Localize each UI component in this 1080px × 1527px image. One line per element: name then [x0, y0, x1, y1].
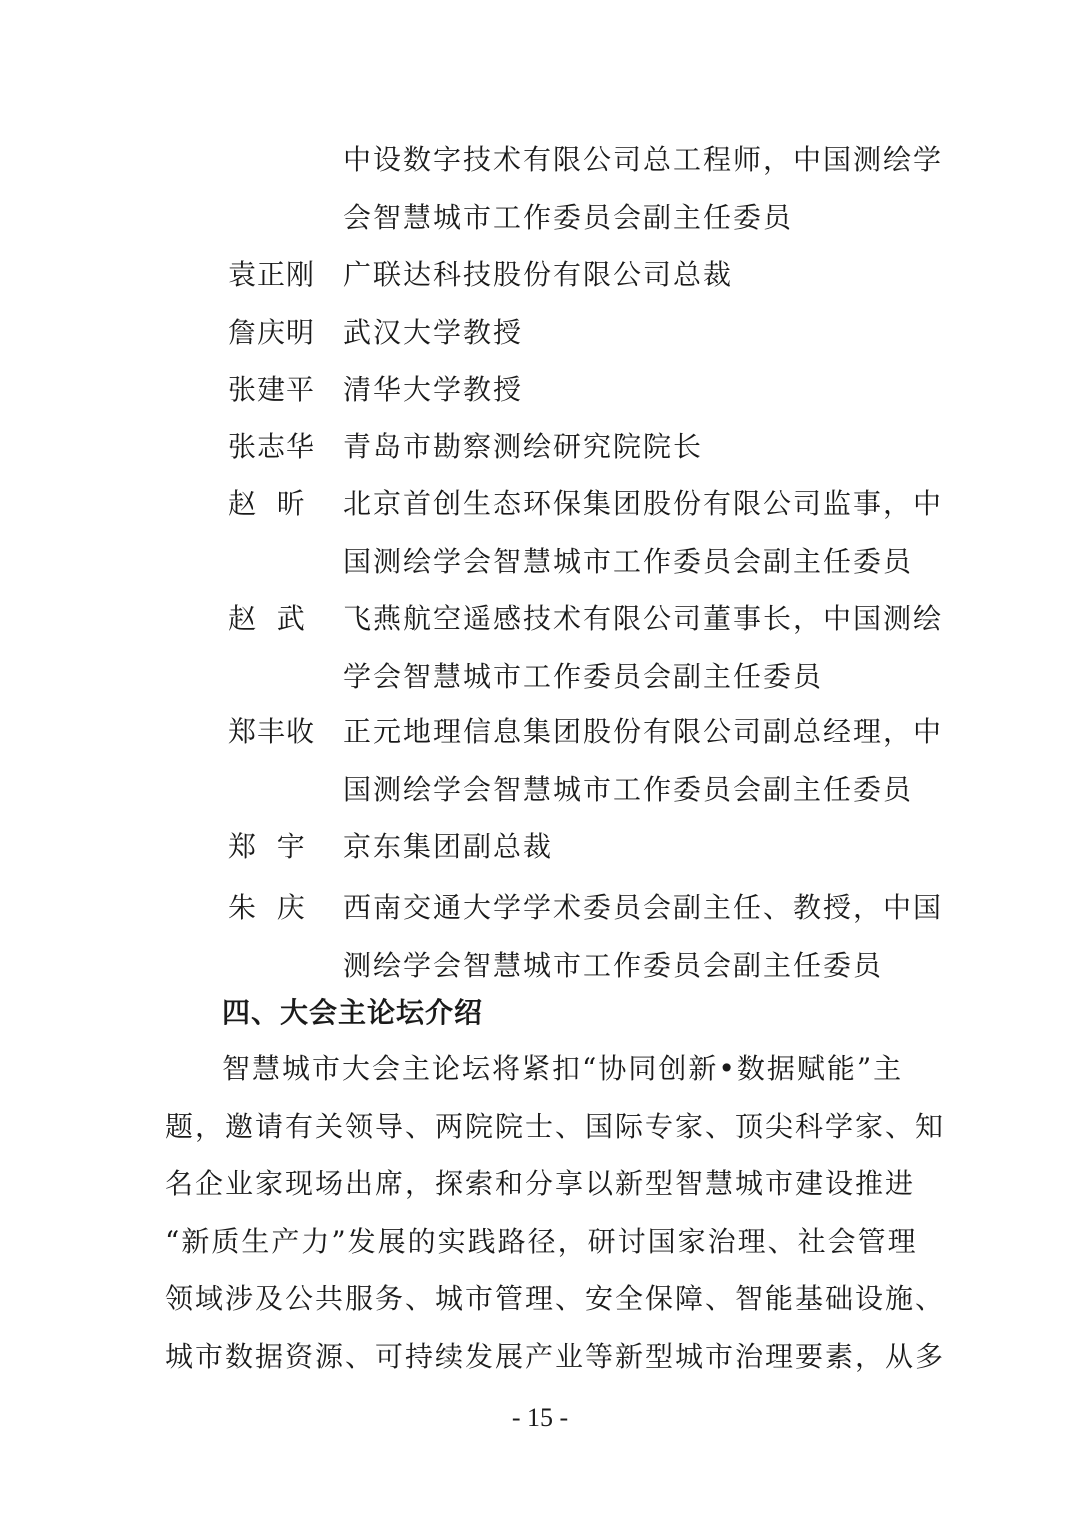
member-name: 郑 宇	[228, 830, 306, 863]
member-name: 赵 武	[228, 602, 306, 635]
role-line: 武汉大学教授	[343, 316, 524, 349]
role-line: 测绘学会智慧城市工作委员会副主任委员	[343, 949, 884, 982]
role-line: 西南交通大学学术委员会副主任、教授，中国	[343, 891, 944, 924]
role-line: 正元地理信息集团股份有限公司副总经理，中	[343, 715, 944, 748]
section-heading: 四、大会主论坛介绍	[222, 996, 484, 1029]
role-line: 学会智慧城市工作委员会副主任委员	[343, 660, 824, 693]
role-line: 国测绘学会智慧城市工作委员会副主任委员	[343, 773, 914, 806]
member-role	[343, 590, 943, 706]
member-name: 袁正刚	[228, 258, 316, 291]
member-role	[343, 475, 943, 591]
member-role	[343, 304, 943, 362]
paragraph-line: 题，邀请有关领导、两院院士、国际专家、顶尖科学家、知	[165, 1109, 946, 1143]
paragraph-line: 智慧城市大会主论坛将紧扣“协同创新•数据赋能”主	[222, 1052, 904, 1085]
role-line: 飞燕航空遥感技术有限公司董事长，中国测绘	[343, 602, 944, 635]
role-line: 清华大学教授	[343, 373, 524, 406]
role-line: 广联达科技股份有限公司总裁	[343, 258, 734, 291]
member-name: 张志华	[228, 430, 316, 463]
page-number: - 15 -	[511, 1403, 569, 1432]
member-role	[343, 879, 943, 995]
section-paragraph	[165, 1040, 946, 1385]
role-line: 会智慧城市工作委员会副主任委员	[343, 201, 794, 234]
member-role	[343, 246, 943, 304]
paragraph-line: 名企业家现场出席，探索和分享以新型智慧城市建设推进	[165, 1167, 916, 1200]
member-role	[343, 131, 943, 247]
member-role	[343, 703, 943, 819]
paragraph-line: “新质生产力”发展的实践路径，研讨国家治理、社会管理	[165, 1224, 918, 1258]
member-role	[343, 361, 943, 419]
role-line: 青岛市勘察测绘研究院院长	[343, 430, 704, 463]
role-line: 国测绘学会智慧城市工作委员会副主任委员	[343, 545, 914, 578]
member-name: 张建平	[228, 373, 316, 406]
member-name: 郑丰收	[228, 715, 316, 748]
role-line: 中设数字技术有限公司总工程师，中国测绘学	[343, 143, 944, 176]
member-role	[343, 418, 943, 476]
role-line: 北京首创生态环保集团股份有限公司监事，中	[343, 487, 944, 520]
member-name: 赵 昕	[228, 487, 306, 520]
role-line: 京东集团副总裁	[343, 830, 554, 863]
member-name: 朱 庆	[228, 891, 306, 924]
member-name: 詹庆明	[228, 316, 316, 349]
paragraph-line: 城市数据资源、可持续发展产业等新型城市治理要素，从多	[165, 1339, 946, 1373]
member-role	[343, 818, 943, 876]
paragraph-line: 领域涉及公共服务、城市管理、安全保障、智能基础设施、	[165, 1282, 946, 1315]
